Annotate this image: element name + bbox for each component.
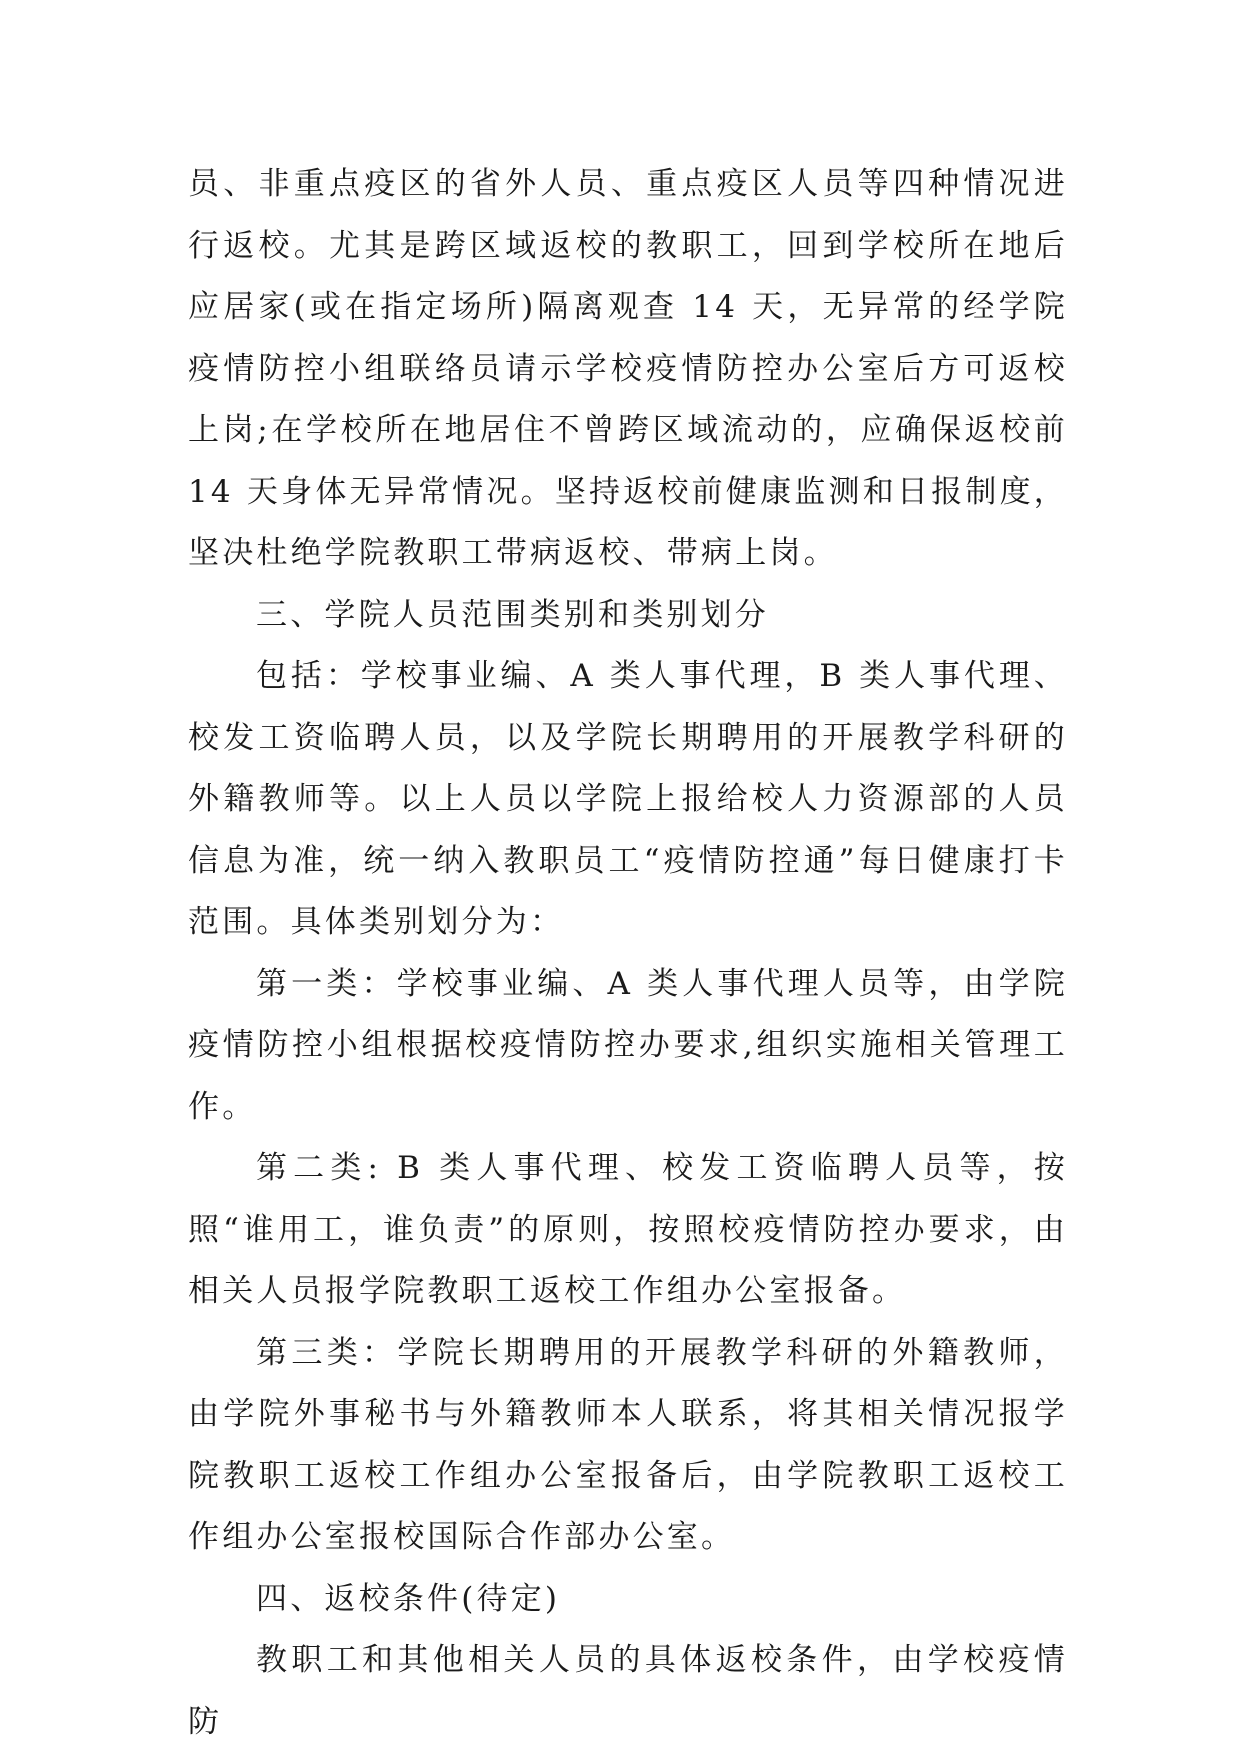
paragraph-return-conditions: 教职工和其他相关人员的具体返校条件，由学校疫情防: [188, 1642, 1068, 1740]
section-heading-personnel-scope: 三、学院人员范围类别和类别划分: [256, 596, 769, 633]
document-body: [188, 154, 1068, 1753]
paragraph-return-policy: 员、非重点疫区的省外人员、重点疫区人员等四种情况进行返校。尤其是跨区域返校的教职工，回到学校所在地后应居家(或在指定场所)隔离观查 14 天，无异常的经学院疫情防控小组联络员请示学校疫情防控办公室后方可返校上岗;在学校所在地居住不曾跨区域流动的，应确保返校前 14 天身体无异常情况。坚持返校前健康监测和日报制度，坚决杜绝学院教职工带病返校、带病上岗。: [188, 166, 1068, 571]
paragraph-category-one: 第一类：学校事业编、A 类人事代理人员等，由学院疫情防控小组根据校疫情防控办要求,组织实施相关管理工作。: [188, 965, 1068, 1125]
paragraph-scope-includes: 包括：学校事业编、A 类人事代理，B 类人事代理、校发工资临聘人员，以及学院长期聘用的开展教学科研的外籍教师等。以上人员以学院上报给校人力资源部的人员信息为准，统一纳入教职员工“疫情防控通”每日健康打卡范围。具体类别划分为：: [188, 658, 1068, 940]
paragraph-category-two: 第二类: B 类人事代理、校发工资临聘人员等，按照“谁用工，谁负责”的原则，按照校疫情防控办要求，由相关人员报学院教职工返校工作组办公室报备。: [188, 1150, 1068, 1309]
section-heading-return-conditions: 四、返校条件(待定): [256, 1580, 561, 1617]
paragraph-category-three: 第三类：学院长期聘用的开展教学科研的外籍教师，由学院外事秘书与外籍教师本人联系，将其相关情况报学院教职工返校工作组办公室报备后，由学院教职工返校工作组办公室报校国际合作部办公室。: [188, 1334, 1068, 1555]
